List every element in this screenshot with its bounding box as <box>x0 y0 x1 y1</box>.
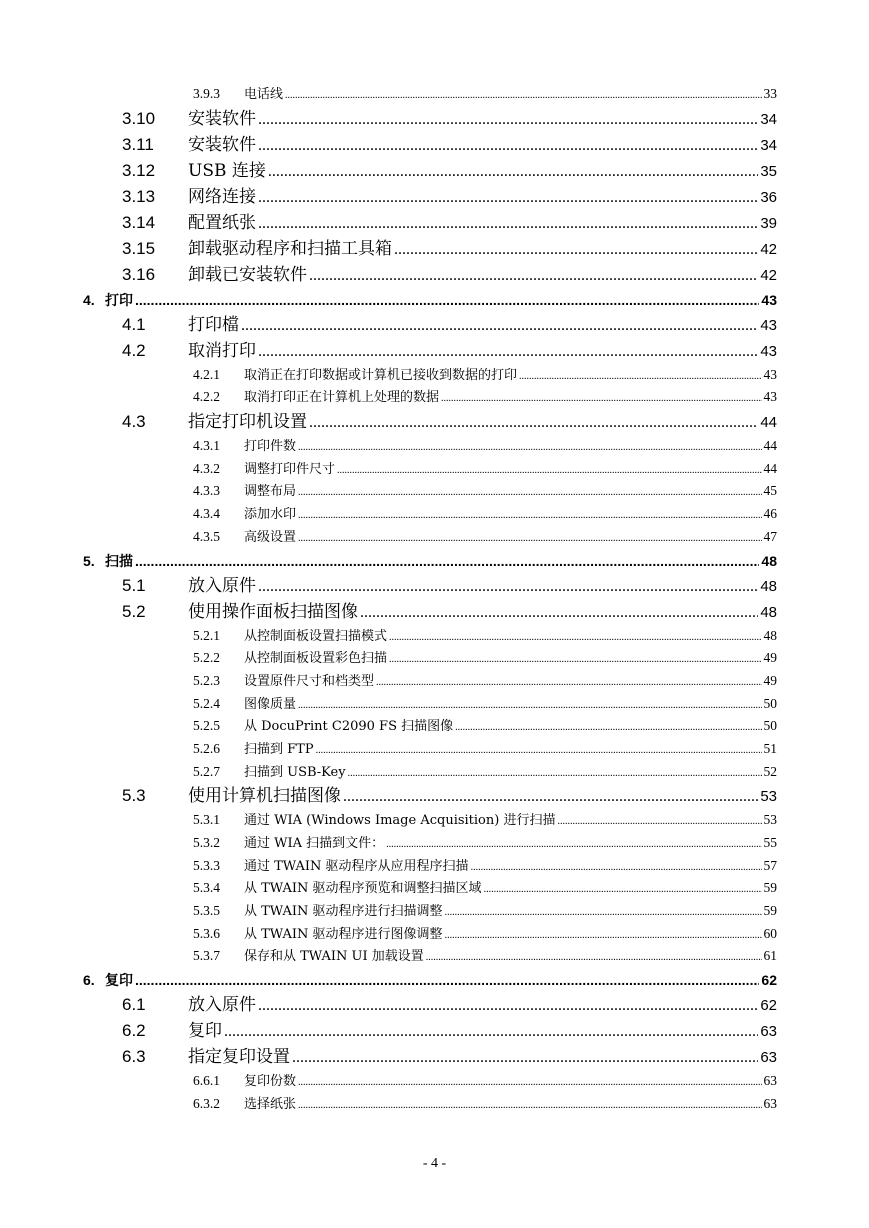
dot-leader <box>519 366 761 389</box>
toc-entry-number: 4.2.1 <box>193 366 220 382</box>
toc-entry-number: 4.1 <box>122 314 146 334</box>
toc-entry-number: 5.2.4 <box>193 695 220 711</box>
toc-entry-page: 34 <box>760 110 777 128</box>
dot-leader <box>135 549 759 573</box>
toc-entry-page: 43 <box>761 291 777 308</box>
toc-entry-title: 指定打印机设置 <box>188 412 307 433</box>
dot-leader <box>224 1019 758 1045</box>
dot-leader <box>441 388 761 411</box>
toc-entry-title: 电话线 <box>244 87 284 102</box>
toc-entry-4-3-1[interactable] <box>0 435 869 458</box>
dot-leader <box>298 437 761 460</box>
toc-entry-title: 添加水印 <box>244 507 297 523</box>
toc-entry-5-3-5[interactable] <box>0 900 869 923</box>
toc-entry-number: 4.3.2 <box>193 460 220 476</box>
toc-entry-page: 63 <box>760 1023 777 1041</box>
dot-leader <box>389 649 761 672</box>
toc-entry-page: 43 <box>763 389 777 405</box>
toc-entry-title: USB 连接 <box>188 160 266 181</box>
toc-entry-3-11[interactable] <box>0 132 869 158</box>
toc-entry-title: 网络连接 <box>188 186 256 207</box>
toc-entry-page: 63 <box>763 1095 777 1111</box>
toc-entry-title: 配置纸张 <box>188 212 256 233</box>
toc-entry-title: 高级设置 <box>244 529 297 545</box>
toc-entry-number: 4.3.4 <box>193 506 220 522</box>
toc-entry-number: 6.2 <box>122 1021 146 1041</box>
toc-entry-3-12[interactable] <box>0 158 869 184</box>
toc-entry-5-3-4[interactable] <box>0 877 869 900</box>
toc-entry-5-2-7[interactable] <box>0 761 869 784</box>
toc-entry-3-13[interactable] <box>0 184 869 210</box>
toc-entry-number: 4.3.1 <box>193 438 220 454</box>
dot-leader <box>386 834 761 857</box>
toc-entry-title: 从控制面板设置扫描模式 <box>244 628 388 644</box>
toc-entry-page: 49 <box>763 672 777 688</box>
toc-entry-page: 43 <box>760 316 777 334</box>
toc-entry-3-15[interactable] <box>0 236 869 262</box>
dot-leader <box>484 879 762 902</box>
toc-entry-title: 打印件数 <box>244 439 297 455</box>
toc-entry-page: 42 <box>760 240 777 258</box>
toc-entry-5-2-6[interactable] <box>0 738 869 761</box>
dot-leader <box>285 85 761 108</box>
dot-leader <box>376 672 761 695</box>
page-number-footer: - 4 - <box>422 1156 447 1171</box>
toc-entry-3-16[interactable] <box>0 262 869 288</box>
toc-entry-number: 5.3.5 <box>193 903 220 919</box>
dot-leader <box>135 288 759 312</box>
toc-entry-number: 3.10 <box>122 108 156 128</box>
dot-leader <box>298 482 761 505</box>
toc-entry-number: 5. <box>83 552 95 569</box>
toc-entry-3-9-3[interactable] <box>0 83 869 106</box>
toc-entry-page: 47 <box>763 528 777 544</box>
dot-leader <box>258 133 758 159</box>
toc-entry-title: 扫描到 USB-Key <box>244 764 346 780</box>
toc-entry-number: 3.15 <box>122 238 156 258</box>
toc-entry-number: 5.2.7 <box>193 763 220 779</box>
toc-entry-title: 选择纸张 <box>244 1096 297 1112</box>
dot-leader <box>471 857 762 880</box>
toc-entry-page: 48 <box>760 603 777 621</box>
toc-entry-page: 57 <box>763 857 777 873</box>
toc-entry-number: 5.2.1 <box>193 627 220 643</box>
toc-entry-5-3-3[interactable] <box>0 855 869 878</box>
toc-entry-number: 6. <box>83 972 95 989</box>
toc-chapter-4[interactable] <box>0 288 869 312</box>
toc-entry-4-3-3[interactable] <box>0 480 869 503</box>
toc-entry-number: 5.3.6 <box>193 925 220 941</box>
toc-entry-6-1[interactable] <box>0 992 869 1018</box>
toc-entry-number: 5.3.3 <box>193 857 220 873</box>
toc-entry-title: 通过 TWAIN 驱动程序从应用程序扫描 <box>244 858 469 874</box>
toc-entry-number: 6.1 <box>122 995 146 1015</box>
toc-entry-page: 42 <box>760 266 777 284</box>
toc-entry-4-3-2[interactable] <box>0 458 869 481</box>
dot-leader <box>258 339 758 365</box>
toc-entry-title: 安装软件 <box>188 134 256 155</box>
toc-entry-5-3-7[interactable] <box>0 945 869 968</box>
toc-entry-title: 取消打印正在计算机上处理的数据 <box>244 390 440 406</box>
toc-entry-number: 4.3.3 <box>193 483 220 499</box>
toc-entry-number: 5.2.6 <box>193 740 220 756</box>
toc-entry-6-3[interactable] <box>0 1044 869 1070</box>
toc-entry-title: 复印 <box>105 972 133 989</box>
toc-entry-number: 3.11 <box>122 134 154 154</box>
dot-leader <box>360 600 758 626</box>
toc-entry-title: 调整打印件尺寸 <box>244 461 336 477</box>
toc-entry-number: 4.3.5 <box>193 528 220 544</box>
toc-entry-number: 5.3.2 <box>193 835 220 850</box>
toc-entry-5-2[interactable] <box>0 599 869 625</box>
toc-entry-title: 取消正在打印数据或计算机已接收到数据的打印 <box>244 367 518 383</box>
toc-entry-title: 通过 WIA 扫描到文件： <box>244 836 385 851</box>
dot-leader <box>258 185 758 211</box>
dot-leader <box>309 263 758 289</box>
toc-entry-number: 5.3.4 <box>193 880 220 896</box>
toc-entry-page: 62 <box>760 997 777 1015</box>
toc-entry-title: 取消打印 <box>188 340 256 361</box>
toc-entry-page: 53 <box>763 812 777 828</box>
dot-leader <box>258 993 758 1019</box>
toc-entry-5-2-5[interactable] <box>0 715 869 738</box>
toc-entry-number: 5.2 <box>122 601 146 621</box>
toc-entry-6-6-1[interactable] <box>0 1070 869 1093</box>
toc-entry-6-2[interactable] <box>0 1018 869 1044</box>
toc-entry-4-2[interactable] <box>0 338 869 364</box>
toc-entry-page: 59 <box>763 903 777 919</box>
toc-entry-title: 从控制面板设置彩色扫描 <box>244 651 388 667</box>
toc-entry-number: 3.12 <box>122 160 156 180</box>
toc-entry-number: 5.3.7 <box>193 948 220 964</box>
toc-entry-page: 45 <box>763 483 777 499</box>
toc-entry-number: 4.2 <box>122 340 146 360</box>
toc-entry-title: 复印份数 <box>244 1074 297 1090</box>
toc-entry-title: 从 DocuPrint C2090 FS 扫描图像 <box>244 719 454 735</box>
toc-entry-page: 59 <box>763 880 777 896</box>
toc-entry-5-2-1[interactable] <box>0 625 869 648</box>
toc-entry-page: 39 <box>760 214 777 232</box>
dot-leader <box>316 740 762 763</box>
toc-entry-page: 44 <box>763 438 777 454</box>
toc-entry-number: 5.2.3 <box>193 672 220 688</box>
toc-entry-title: 扫描到 FTP <box>244 741 314 757</box>
toc-entry-5-1[interactable] <box>0 573 869 599</box>
toc-entry-page: 52 <box>763 763 777 779</box>
toc-entry-page: 61 <box>763 948 777 964</box>
dot-leader <box>426 947 762 970</box>
toc-entry-title: 保存和从 TWAIN UI 加载设置 <box>244 949 424 965</box>
toc-entry-title: 卸载驱动程序和扫描工具箱 <box>188 238 392 259</box>
dot-leader <box>343 784 758 810</box>
toc-entry-number: 5.3 <box>122 786 146 806</box>
toc-entry-page: 63 <box>760 1049 777 1067</box>
toc-entry-title: 放入原件 <box>188 995 256 1016</box>
dot-leader <box>258 107 758 133</box>
dot-leader <box>445 925 762 948</box>
toc-entry-5-2-2[interactable] <box>0 647 869 670</box>
dot-leader <box>298 1072 761 1095</box>
dot-leader <box>389 627 761 650</box>
toc-entry-title: 从 TWAIN 驱动程序进行扫描调整 <box>244 904 443 920</box>
toc-entry-number: 4.3 <box>122 412 146 432</box>
toc-entry-4-1[interactable] <box>0 312 869 338</box>
dot-leader <box>298 695 761 718</box>
toc-entry-page: 33 <box>763 86 777 101</box>
dot-leader <box>557 811 761 834</box>
toc-entry-page: 35 <box>760 162 777 180</box>
toc-entry-number: 5.2.5 <box>193 718 220 734</box>
toc-entry-5-3[interactable] <box>0 783 869 809</box>
toc-entry-title: 放入原件 <box>188 575 256 596</box>
toc-entry-page: 53 <box>760 788 777 806</box>
toc-entry-title: 打印檔 <box>188 314 239 335</box>
toc-entry-page: 36 <box>760 188 777 206</box>
toc-entry-page: 50 <box>763 695 777 711</box>
toc-entry-title: 调整布局 <box>244 484 297 500</box>
toc-entry-6-3-2[interactable] <box>0 1093 869 1116</box>
toc-entry-number: 4. <box>83 291 95 308</box>
toc-entry-number: 3.13 <box>122 186 156 206</box>
toc-entry-page: 63 <box>763 1073 777 1089</box>
toc-entry-page: 43 <box>763 366 777 382</box>
toc-entry-number: 6.3 <box>122 1047 146 1067</box>
toc-entry-title: 设置原件尺寸和档类型 <box>244 673 375 689</box>
toc-entry-5-2-3[interactable] <box>0 670 869 693</box>
toc-entry-page: 34 <box>760 136 777 154</box>
toc-entry-title: 安装软件 <box>188 108 256 129</box>
toc-entry-5-3-1[interactable] <box>0 809 869 832</box>
dot-leader <box>337 460 761 483</box>
toc-entry-page: 48 <box>761 552 777 569</box>
toc-entry-title: 打印 <box>105 291 133 308</box>
toc-chapter-6[interactable] <box>0 968 869 992</box>
toc-entry-number: 4.2.2 <box>193 389 220 405</box>
toc-entry-number: 3.14 <box>122 212 156 232</box>
toc-entry-title: 卸载已安装软件 <box>188 264 307 285</box>
toc-entry-page: 43 <box>760 342 777 360</box>
dot-leader <box>298 505 761 528</box>
dot-leader <box>292 1045 758 1071</box>
toc-entry-title: 扫描 <box>105 552 133 569</box>
toc-entry-number: 6.3.2 <box>193 1095 220 1111</box>
toc-entry-4-3-4[interactable] <box>0 503 869 526</box>
toc-entry-page: 49 <box>763 650 777 666</box>
table-of-contents <box>0 83 869 1116</box>
toc-entry-title: 使用操作面板扫描图像 <box>188 601 358 622</box>
dot-leader <box>258 574 758 600</box>
dot-leader <box>298 1095 761 1118</box>
toc-entry-page: 44 <box>760 414 777 432</box>
toc-entry-page: 55 <box>763 835 777 850</box>
toc-entry-page: 48 <box>760 577 777 595</box>
toc-entry-page: 46 <box>763 506 777 522</box>
toc-entry-title: 指定复印设置 <box>188 1047 290 1068</box>
toc-entry-page: 62 <box>761 972 777 989</box>
toc-entry-4-3-5[interactable] <box>0 526 869 549</box>
toc-entry-title: 从 TWAIN 驱动程序进行图像调整 <box>244 926 443 942</box>
dot-leader <box>135 968 759 992</box>
toc-entry-title: 图像质量 <box>244 696 297 712</box>
toc-entry-number: 3.16 <box>122 264 156 284</box>
toc-entry-5-3-6[interactable] <box>0 923 869 946</box>
dot-leader <box>268 159 758 185</box>
toc-entry-5-2-4[interactable] <box>0 693 869 716</box>
toc-entry-4-2-2[interactable] <box>0 386 869 409</box>
dot-leader <box>258 211 758 237</box>
toc-entry-title: 使用计算机扫描图像 <box>188 786 341 807</box>
toc-entry-page: 48 <box>763 627 777 643</box>
dot-leader <box>394 237 758 263</box>
toc-entry-page: 51 <box>763 740 777 756</box>
toc-entry-page: 44 <box>763 460 777 476</box>
dot-leader <box>348 763 762 786</box>
toc-entry-title: 复印 <box>188 1021 222 1042</box>
toc-entry-number: 5.2.2 <box>193 650 220 666</box>
toc-entry-4-2-1[interactable] <box>0 364 869 387</box>
toc-entry-number: 6.6.1 <box>193 1073 220 1089</box>
toc-entry-page: 60 <box>763 925 777 941</box>
toc-entry-5-3-2[interactable] <box>0 832 869 855</box>
dot-leader <box>445 902 762 925</box>
dot-leader <box>241 313 758 339</box>
toc-chapter-5[interactable] <box>0 549 869 573</box>
dot-leader <box>455 717 761 740</box>
toc-entry-number: 3.9.3 <box>193 86 220 101</box>
dot-leader <box>309 410 758 436</box>
toc-entry-4-3[interactable] <box>0 409 869 435</box>
toc-entry-3-10[interactable] <box>0 106 869 132</box>
toc-entry-title: 从 TWAIN 驱动程序预览和调整扫描区域 <box>244 881 482 897</box>
toc-entry-title: 通过 WIA (Windows Image Acquisition) 进行扫描 <box>244 813 556 829</box>
toc-entry-3-14[interactable] <box>0 210 869 236</box>
dot-leader <box>298 528 761 551</box>
toc-entry-page: 50 <box>763 718 777 734</box>
toc-entry-number: 5.1 <box>122 575 146 595</box>
toc-entry-number: 5.3.1 <box>193 812 220 828</box>
